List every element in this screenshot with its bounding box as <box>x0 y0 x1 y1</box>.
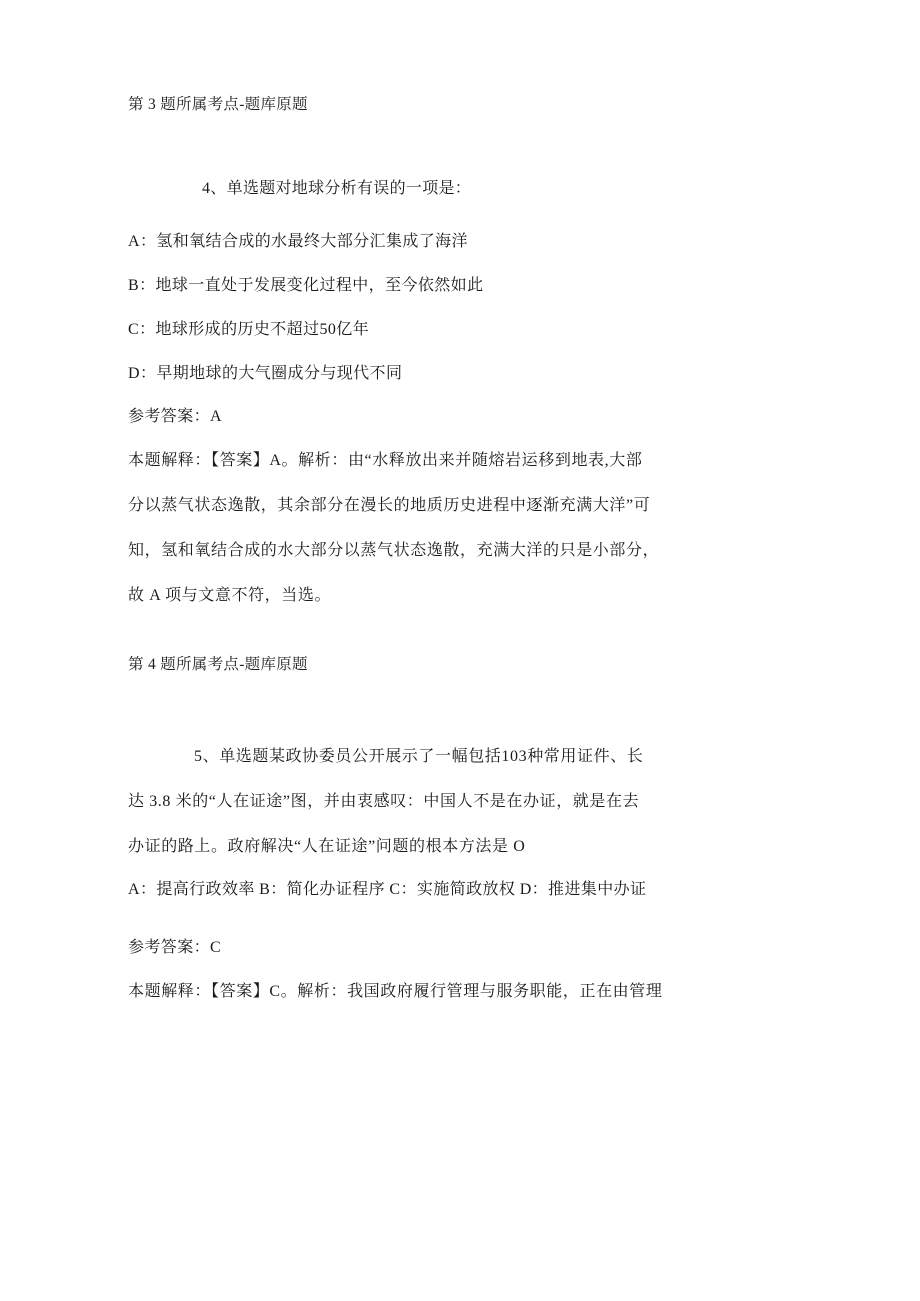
spacer <box>128 204 800 220</box>
question-4-answer: 参考答案：A <box>128 408 222 425</box>
explanation-line: 故 A 项与文意不符，当选。 <box>128 587 332 604</box>
spacer <box>128 118 800 174</box>
explanation-line: 本题解释：【答案】A。解析：由“水释放出来并随熔岩运移到地表,大部 <box>128 452 643 469</box>
question-4-stem: 4、单选题对地球分析有误的一项是： <box>202 180 472 197</box>
question-5-stem-line-3: 办证的路上。政府解决“人在证途”问题的根本方法是 O <box>128 838 526 855</box>
source-note-q4: 第 4 题所属考点-题库原题 <box>128 656 308 673</box>
question-4-option-b: B：地球一直处于发展变化过程中，至今依然如此 <box>128 277 484 294</box>
question-5-explanation: 本题解释：【答案】C。解析：我国政府履行管理与服务职能，正在由管理 <box>128 983 663 1000</box>
question-5-stem-line-1: 5、单选题某政协委员公开展示了一幅包括103种常用证件、长 <box>194 748 644 765</box>
spacer <box>128 911 800 927</box>
question-5-answer: 参考答案：C <box>128 939 222 956</box>
question-4-option-d: D：早期地球的大气圈成分与现代不同 <box>128 365 403 382</box>
explanation-line: 知，氢和氧结合成的水大部分以蒸气状态逸散，充满大洋的只是小部分， <box>128 542 660 559</box>
spacer <box>128 678 800 734</box>
document-body <box>128 92 800 1014</box>
question-5-stem-line-2: 达 3.8 米的“人在证途”图，并由衷感叹：中国人不是在办证，就是在去 <box>128 793 640 810</box>
spacer <box>128 618 800 652</box>
question-4-option-c: C：地球形成的历史不超过50亿年 <box>128 321 370 338</box>
question-4-explanation <box>128 438 800 618</box>
question-5-options: A：提高行政效率 B：简化办证程序 C：实施简政放权 D：推进集中办证 <box>128 881 647 898</box>
source-note-q3: 第 3 题所属考点-题库原题 <box>128 96 308 113</box>
explanation-line: 分以蒸气状态逸散，其余部分在漫长的地质历史进程中逐渐充满大洋”可 <box>128 497 651 514</box>
question-4-option-a: A：氢和氧结合成的水最终大部分汇集成了海洋 <box>128 233 468 250</box>
